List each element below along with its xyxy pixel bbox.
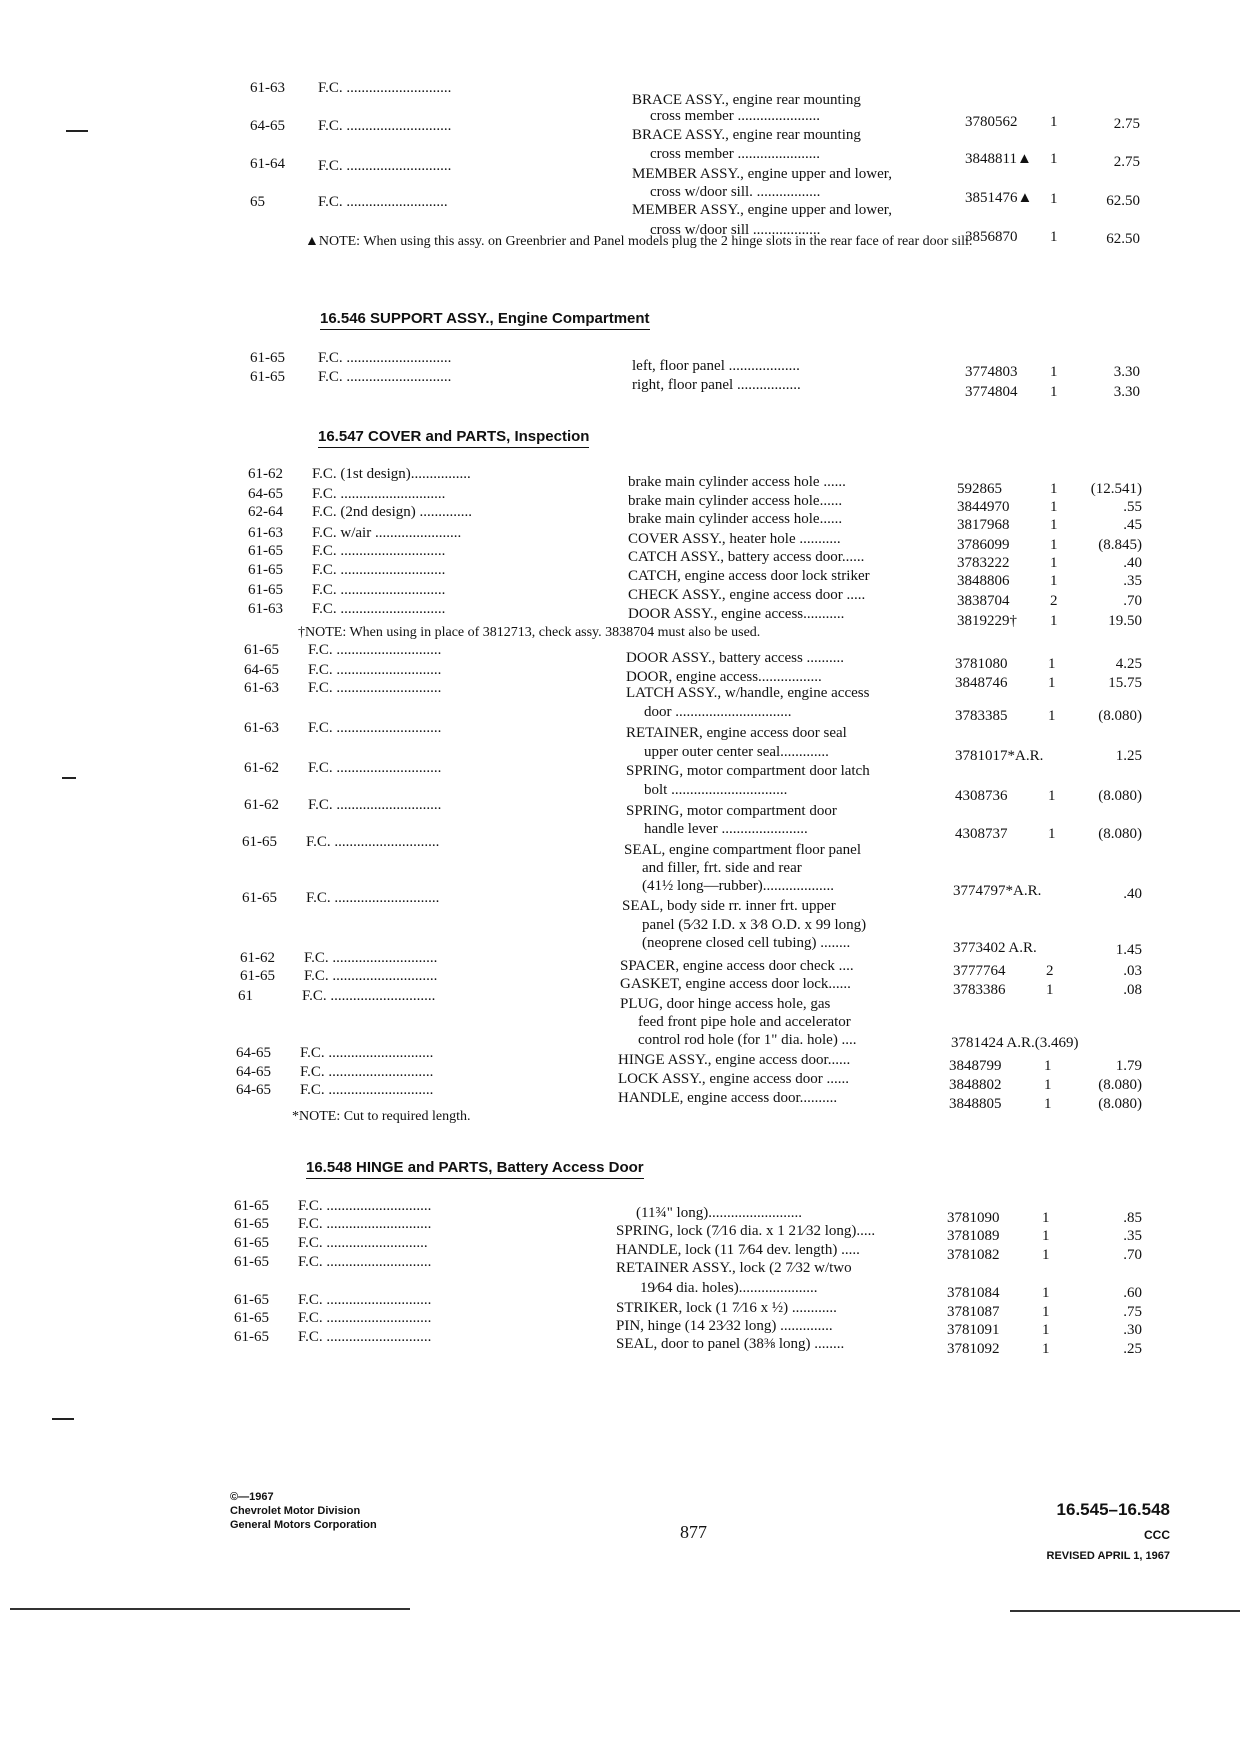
part-description: RETAINER ASSY., lock (2 7⁄32 w/two (616, 1260, 852, 1276)
part-number: 3848746 (955, 675, 1008, 691)
bottom-rule (1010, 1610, 1240, 1612)
model-code: F.C. ............................ (312, 582, 446, 598)
model-code: F.C. ............................ (298, 1216, 432, 1232)
part-description: 19⁄64 dia. holes)..................... (640, 1280, 818, 1296)
model-years: 61-65 (234, 1254, 269, 1270)
part-number: 3819229† (957, 613, 1017, 629)
model-code: F.C. ............................ (298, 1292, 432, 1308)
part-number: 3838704 (957, 593, 1010, 609)
model-code: F.C. ............................ (308, 642, 442, 658)
part-number: 3777764 (953, 963, 1006, 979)
quantity: 1 (1050, 229, 1058, 245)
model-years: 62-64 (248, 504, 283, 520)
part-description: LOCK ASSY., engine access door ...... (618, 1071, 849, 1087)
bottom-rule (10, 1608, 410, 1610)
part-description: left, floor panel ................... (632, 358, 800, 374)
quantity: 1 (1050, 114, 1058, 130)
list-price: .55 (1123, 499, 1142, 515)
part-number: 3786099 (957, 537, 1010, 553)
part-number: 3781017*A.R. (955, 748, 1044, 764)
asterisk-note: *NOTE: Cut to required length. (292, 1109, 471, 1124)
part-number: 3783222 (957, 555, 1010, 571)
list-price: (8.080) (1098, 788, 1142, 804)
catalog-code: CCC (1144, 1528, 1170, 1542)
quantity: 1 (1048, 788, 1056, 804)
revision-date: REVISED APRIL 1, 1967 (1046, 1550, 1170, 1562)
part-description: SEAL, door to panel (38⅜ long) ........ (616, 1336, 845, 1352)
list-price: .08 (1123, 982, 1142, 998)
model-years: 61-65 (250, 369, 285, 385)
quantity: 1 (1042, 1228, 1050, 1244)
margin-mark (66, 130, 88, 132)
model-code: F.C. ............................ (306, 890, 440, 906)
quantity: 1 (1044, 1058, 1052, 1074)
part-number: 3774804 (965, 384, 1018, 400)
model-years: 64-65 (248, 486, 283, 502)
part-number: 592865 (957, 481, 1002, 497)
part-description: MEMBER ASSY., engine upper and lower, (632, 166, 892, 182)
list-price: 1.25 (1115, 748, 1142, 764)
model-code: F.C. ............................ (312, 486, 446, 502)
model-code: F.C. ............................ (318, 350, 452, 366)
list-price: (12.541) (1090, 481, 1142, 497)
model-code: F.C. ............................ (318, 158, 452, 174)
model-code: F.C. ............................ (308, 797, 442, 813)
part-number: 3783386 (953, 982, 1006, 998)
model-years: 61-65 (248, 543, 283, 559)
list-price: 62.50 (1106, 193, 1140, 209)
model-years: 65 (250, 194, 265, 210)
model-code: F.C. ............................ (308, 720, 442, 736)
model-code: F.C. ........................... (298, 1235, 428, 1251)
model-years: 61-65 (234, 1198, 269, 1214)
list-price: .45 (1123, 517, 1142, 533)
model-years: 61-65 (248, 562, 283, 578)
part-description: STRIKER, lock (1 7⁄16 x ½) ............ (616, 1300, 837, 1316)
part-number: 3781084 (947, 1285, 1000, 1301)
part-description: CHECK ASSY., engine access door ..... (628, 587, 866, 603)
model-years: 64-65 (236, 1082, 271, 1098)
part-number: 3780562 (965, 114, 1018, 130)
part-description: (neoprene closed cell tubing) ........ (642, 935, 851, 951)
model-code: F.C. ............................ (300, 1064, 434, 1080)
quantity: 1 (1042, 1341, 1050, 1357)
model-years: 61-63 (248, 525, 283, 541)
footer-publisher (230, 1490, 377, 1532)
quantity: 1 (1042, 1304, 1050, 1320)
quantity: 1 (1050, 573, 1058, 589)
part-description: SPRING, motor compartment door (626, 803, 837, 819)
part-description: HANDLE, engine access door.......... (618, 1090, 838, 1106)
model-code: F.C. ............................ (298, 1254, 432, 1270)
part-number: 3848806 (957, 573, 1010, 589)
model-code: F.C. ............................ (318, 118, 452, 134)
list-price: (8.080) (1098, 1077, 1142, 1093)
part-description: HINGE ASSY., engine access door...... (618, 1052, 851, 1068)
part-description: GASKET, engine access door lock...... (620, 976, 851, 992)
part-number: 3781080 (955, 656, 1008, 672)
model-years: 61-65 (234, 1235, 269, 1251)
model-code: F.C. ............................ (298, 1310, 432, 1326)
assembly-note: ▲NOTE: When using this assy. on Greenbrier and Panel models plug the 2 hinge slots in the rear face of rear door sill. (305, 234, 973, 249)
part-description: HANDLE, lock (11 7⁄64 dev. length) ..... (616, 1242, 860, 1258)
part-description: PLUG, door hinge access hole, gas (620, 996, 831, 1012)
corporation-name: General Motors Corporation (230, 1519, 377, 1531)
quantity: 1 (1050, 481, 1058, 497)
margin-mark (62, 777, 76, 779)
quantity: 1 (1050, 151, 1058, 167)
model-years: 61-65 (234, 1292, 269, 1308)
part-number: 3781092 (947, 1341, 1000, 1357)
model-code: F.C. ............................ (300, 1082, 434, 1098)
part-number: 3783385 (955, 708, 1008, 724)
part-description: CATCH ASSY., battery access door...... (628, 549, 865, 565)
model-code: F.C. ............................ (312, 562, 446, 578)
part-description: SPACER, engine access door check .... (620, 958, 854, 974)
part-number: 3774803 (965, 364, 1018, 380)
model-code: F.C. ............................ (308, 680, 442, 696)
model-code: F.C. ............................ (308, 760, 442, 776)
model-code: F.C. ............................ (306, 834, 440, 850)
part-description: cross w/door sill. ................. (650, 184, 821, 200)
quantity: 1 (1050, 537, 1058, 553)
section-heading-16-546: 16.546 SUPPORT ASSY., Engine Compartment (320, 310, 650, 330)
model-code: F.C. ............................ (298, 1329, 432, 1345)
part-description: SEAL, engine compartment floor panel (624, 842, 862, 858)
part-description: (41½ long—rubber)................... (642, 878, 835, 894)
part-description: DOOR ASSY., engine access........... (628, 606, 845, 622)
list-price: .03 (1123, 963, 1142, 979)
quantity: 1 (1050, 555, 1058, 571)
quantity: 1 (1042, 1247, 1050, 1263)
part-description: RETAINER, engine access door seal (626, 725, 847, 741)
quantity: 1 (1044, 1077, 1052, 1093)
division-name: Chevrolet Motor Division (230, 1505, 361, 1517)
list-price: .70 (1123, 593, 1142, 609)
model-years: 61-65 (250, 350, 285, 366)
model-code: F.C. ............................ (308, 662, 442, 678)
section-heading-16-548: 16.548 HINGE and PARTS, Battery Access Door (306, 1159, 644, 1179)
part-description: door ............................... (644, 704, 792, 720)
part-description: right, floor panel ................. (632, 377, 801, 393)
part-number: 3774797*A.R. (953, 883, 1042, 899)
list-price: .40 (1123, 886, 1142, 902)
model-years: 61-62 (244, 797, 279, 813)
model-code: F.C. (1st design)................ (312, 466, 471, 482)
part-number: 3851476▲ (965, 190, 1033, 206)
quantity: 1 (1048, 656, 1056, 672)
model-years: 61-62 (240, 950, 275, 966)
list-price: 3.30 (1113, 384, 1140, 400)
part-description: control rod hole (for 1" dia. hole) .... (638, 1032, 857, 1048)
model-code: F.C. (2nd design) .............. (312, 504, 473, 520)
list-price: (8.080) (1098, 826, 1142, 842)
part-number: 3781091 (947, 1322, 1000, 1338)
part-number: 4308736 (955, 788, 1008, 804)
quantity: 1 (1042, 1322, 1050, 1338)
model-code: F.C. ............................ (318, 369, 452, 385)
list-price: 1.45 (1115, 942, 1142, 958)
part-description: DOOR ASSY., battery access .......... (626, 650, 845, 666)
part-description: BRACE ASSY., engine rear mounting (632, 92, 861, 108)
part-description: SPRING, motor compartment door latch (626, 763, 870, 779)
section-range: 16.545–16.548 (1056, 1500, 1170, 1519)
part-number: 3848799 (949, 1058, 1002, 1074)
model-code: F.C. ............................ (304, 968, 438, 984)
part-description: panel (5⁄32 I.D. x 3⁄8 O.D. x 99 long) (642, 917, 867, 933)
list-price: .35 (1123, 1228, 1142, 1244)
part-description: PIN, hinge (14 23⁄32 long) .............. (616, 1318, 833, 1334)
model-years: 61-63 (244, 680, 279, 696)
part-number: 3848802 (949, 1077, 1002, 1093)
part-description: SPRING, lock (7⁄16 dia. x 1 21⁄32 long)..... (616, 1223, 876, 1239)
part-number: 3848811▲ (965, 151, 1032, 167)
list-price: .70 (1123, 1247, 1142, 1263)
part-description: SEAL, body side rr. inner frt. upper (622, 898, 836, 914)
list-price: .85 (1123, 1210, 1142, 1226)
model-code: F.C. ............................ (312, 543, 446, 559)
part-number: 3781082 (947, 1247, 1000, 1263)
list-price: 2.75 (1113, 116, 1140, 132)
part-number: 4308737 (955, 826, 1008, 842)
copyright: ©—1967 (230, 1491, 274, 1503)
section-heading-16-547: 16.547 COVER and PARTS, Inspection (318, 428, 589, 448)
model-code: F.C. ............................ (304, 950, 438, 966)
footer-section-info (1000, 1500, 1170, 1562)
list-price: 62.50 (1106, 231, 1140, 247)
model-years: 64-65 (250, 118, 285, 134)
part-number: 3781424 A.R.(3.469) (951, 1035, 1079, 1051)
quantity: 1 (1050, 364, 1058, 380)
list-price: .40 (1123, 555, 1142, 571)
model-years: 61 (238, 988, 253, 1004)
quantity: 1 (1050, 613, 1058, 629)
part-description: cross member ...................... (650, 108, 820, 124)
model-years: 61-63 (248, 601, 283, 617)
model-years: 61-65 (234, 1329, 269, 1345)
part-number: 3781087 (947, 1304, 1000, 1320)
model-code: F.C. ............................ (298, 1198, 432, 1214)
model-code: F.C. ............................ (302, 988, 436, 1004)
list-price: 15.75 (1108, 675, 1142, 691)
model-code: F.C. ............................ (312, 601, 446, 617)
part-description: MEMBER ASSY., engine upper and lower, (632, 202, 892, 218)
model-years: 61-65 (242, 834, 277, 850)
quantity: 1 (1042, 1285, 1050, 1301)
list-price: 19.50 (1108, 613, 1142, 629)
quantity: 1 (1046, 982, 1054, 998)
list-price: 1.79 (1115, 1058, 1142, 1074)
quantity: 1 (1048, 708, 1056, 724)
model-years: 61-65 (234, 1310, 269, 1326)
list-price: 3.30 (1113, 364, 1140, 380)
model-years: 61-62 (244, 760, 279, 776)
model-code: F.C. ............................ (318, 80, 452, 96)
model-code: F.C. w/air ....................... (312, 525, 462, 541)
part-description: handle lever ....................... (644, 821, 808, 837)
list-price: (8.080) (1098, 708, 1142, 724)
model-code: F.C. ............................ (300, 1045, 434, 1061)
quantity: 1 (1044, 1096, 1052, 1112)
part-number: 3856870 (965, 229, 1018, 245)
page-number: 877 (680, 1522, 707, 1542)
list-price: 4.25 (1115, 656, 1142, 672)
model-years: 61-65 (244, 642, 279, 658)
part-number: 3817968 (957, 517, 1010, 533)
part-description: feed front pipe hole and accelerator (638, 1014, 851, 1030)
quantity: 1 (1042, 1210, 1050, 1226)
part-description: DOOR, engine access................. (626, 669, 822, 685)
list-price: .75 (1123, 1304, 1142, 1320)
part-number: 3844970 (957, 499, 1010, 515)
part-number: 3781090 (947, 1210, 1000, 1226)
part-description: brake main cylinder access hole...... (628, 511, 843, 527)
list-price: .35 (1123, 573, 1142, 589)
quantity: 1 (1048, 675, 1056, 691)
dagger-note: †NOTE: When using in place of 3812713, check assy. 3838704 must also be used. (298, 625, 761, 640)
part-number: 3781089 (947, 1228, 1000, 1244)
model-code: F.C. ........................... (318, 194, 448, 210)
quantity: 2 (1046, 963, 1054, 979)
margin-mark (52, 1418, 74, 1420)
model-years: 61-65 (240, 968, 275, 984)
list-price: (8.080) (1098, 1096, 1142, 1112)
list-price: .25 (1123, 1341, 1142, 1357)
model-years: 61-63 (250, 80, 285, 96)
model-years: 61-62 (248, 466, 283, 482)
model-years: 61-63 (244, 720, 279, 736)
part-number: 3773402 A.R. (953, 940, 1037, 956)
quantity: 1 (1050, 384, 1058, 400)
part-description: CATCH, engine access door lock striker (628, 568, 870, 584)
part-description: brake main cylinder access hole ...... (628, 474, 846, 490)
part-description: COVER ASSY., heater hole ........... (628, 531, 841, 547)
model-years: 61-65 (234, 1216, 269, 1232)
part-description: bolt ............................... (644, 782, 788, 798)
part-description: upper outer center seal............. (644, 744, 829, 760)
quantity: 1 (1050, 191, 1058, 207)
model-years: 64-65 (236, 1064, 271, 1080)
model-years: 64-65 (236, 1045, 271, 1061)
quantity: 2 (1050, 593, 1058, 609)
model-years: 64-65 (244, 662, 279, 678)
quantity: 1 (1050, 517, 1058, 533)
model-years: 61-65 (248, 582, 283, 598)
part-description: and filler, frt. side and rear (642, 860, 802, 876)
part-description: BRACE ASSY., engine rear mounting (632, 127, 861, 143)
part-description: cross w/door sill .................. (650, 222, 821, 238)
quantity: 1 (1048, 826, 1056, 842)
quantity: 1 (1050, 499, 1058, 515)
model-years: 61-65 (242, 890, 277, 906)
list-price: 2.75 (1113, 154, 1140, 170)
list-price: .60 (1123, 1285, 1142, 1301)
list-price: .30 (1123, 1322, 1142, 1338)
part-description: LATCH ASSY., w/handle, engine access (626, 685, 870, 701)
part-description: (11¾" long)......................... (636, 1205, 802, 1221)
part-description: cross member ...................... (650, 146, 820, 162)
part-description: brake main cylinder access hole...... (628, 493, 843, 509)
part-number: 3848805 (949, 1096, 1002, 1112)
model-years: 61-64 (250, 156, 285, 172)
list-price: (8.845) (1098, 537, 1142, 553)
